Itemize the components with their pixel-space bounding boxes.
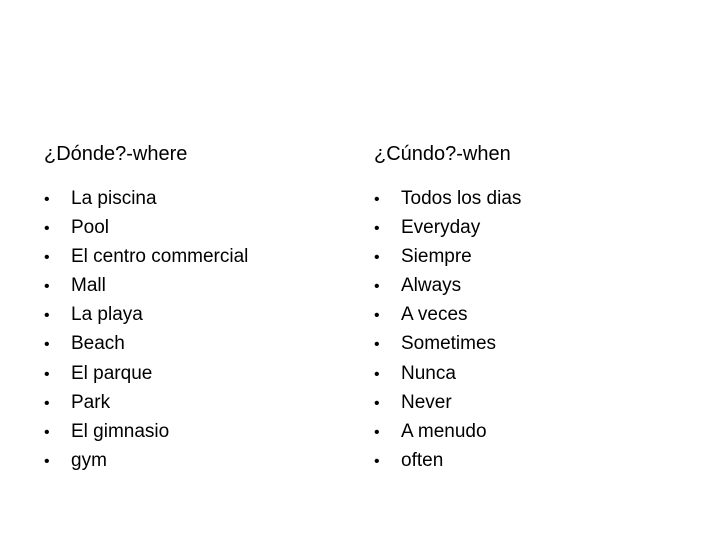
bullet-icon: • (44, 336, 50, 354)
bullet-icon: • (44, 423, 50, 441)
list-item-text: La playa (71, 304, 143, 326)
list-item (44, 446, 344, 475)
list-item (374, 213, 674, 242)
list-item (374, 184, 674, 213)
bullet-icon: • (374, 278, 380, 296)
bullet-icon: • (374, 220, 380, 238)
bullet-icon: • (44, 365, 50, 383)
list-item (374, 359, 674, 388)
where-heading: ¿Dónde?-where (44, 143, 188, 165)
bullet-icon: • (374, 307, 380, 325)
list-item (44, 271, 344, 300)
list-item (44, 388, 344, 417)
bullet-icon: • (374, 191, 380, 208)
list-item-text: Beach (71, 333, 125, 355)
where-list (44, 184, 344, 475)
bullet-icon: • (374, 394, 380, 412)
bullet-icon: • (44, 220, 50, 238)
list-item-text: Pool (71, 217, 110, 239)
where-column (44, 140, 344, 475)
list-item (44, 184, 344, 213)
list-item (374, 388, 674, 417)
list-item (374, 271, 674, 300)
bullet-icon: • (44, 191, 50, 208)
list-item (374, 329, 674, 358)
list-item (44, 300, 344, 329)
list-item (374, 446, 674, 475)
list-item-text: A menudo (401, 420, 487, 442)
bullet-icon: • (44, 394, 50, 412)
bullet-icon: • (44, 278, 50, 296)
list-item-text: Park (71, 391, 111, 413)
bullet-icon: • (374, 336, 380, 354)
list-item-text: El gimnasio (71, 420, 170, 442)
list-item-text: Mall (71, 275, 106, 297)
list-item (44, 242, 344, 271)
list-item-text: Never (401, 391, 452, 413)
list-item-text: Everyday (401, 217, 481, 239)
when-list (374, 184, 674, 475)
when-heading: ¿Cúndo?-when (374, 143, 511, 165)
list-item-text: Todos los dias (401, 188, 522, 209)
list-item-text: often (401, 449, 444, 471)
list-item-text: Always (401, 275, 462, 297)
list-item-text: Siempre (401, 246, 472, 268)
bullet-icon: • (374, 365, 380, 383)
bullet-icon: • (374, 249, 380, 267)
list-item-text: La piscina (71, 188, 157, 209)
list-item (44, 417, 344, 446)
bullet-icon: • (44, 307, 50, 325)
list-item (374, 300, 674, 329)
list-item-text: gym (71, 449, 107, 471)
list-item (44, 213, 344, 242)
when-column (374, 140, 674, 475)
list-item-text: Nunca (401, 362, 456, 384)
list-item (374, 242, 674, 271)
list-item-text: Sometimes (401, 333, 497, 355)
list-item-text: A veces (401, 304, 468, 326)
bullet-icon: • (44, 249, 50, 267)
bullet-icon: • (374, 423, 380, 441)
list-item (374, 417, 674, 446)
bullet-icon: • (44, 452, 50, 470)
list-item-text: El centro commercial (71, 246, 249, 268)
list-item (44, 359, 344, 388)
list-item-text: El parque (71, 362, 153, 384)
list-item (44, 329, 344, 358)
bullet-icon: • (374, 452, 380, 470)
